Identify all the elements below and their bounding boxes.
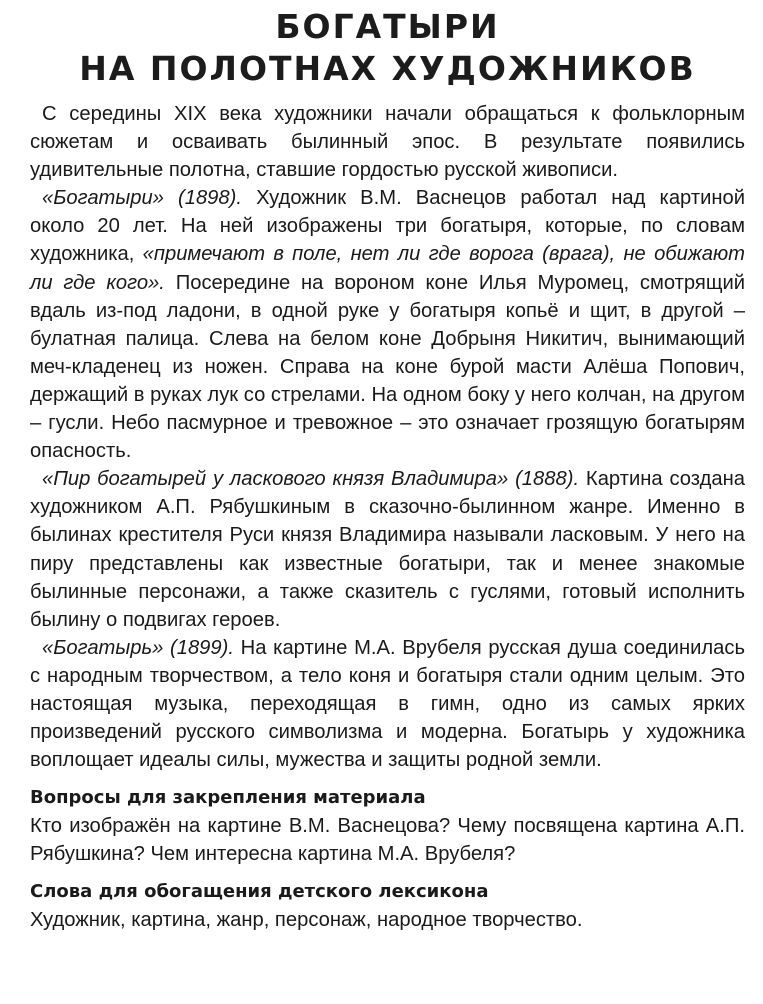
paragraph-text: На картине М.А. Врубеля русская душа соединилась с народным творчеством, а тело коня и богатыря стали одним целым. Это настоящая музыка, переходящая в гимн, одно из самых ярких произведений русского символизма и модерна. Богатырь у художника воплощает идеалы силы, мужества и защиты родной земли. <box>30 636 745 772</box>
artist-quote: «примечают в поле, нет ли где ворога (врага), не обижают ли где кого». <box>30 243 745 294</box>
questions-heading: Вопросы для закрепления материала <box>30 787 426 809</box>
paragraph-pir <box>30 465 745 634</box>
painting-title-pir: «Пир богатырей у ласкового князя Владимира» (1888). <box>42 468 580 491</box>
painting-title-bogatyr: «Богатырь» (1899). <box>42 636 234 659</box>
article-body <box>30 100 745 774</box>
paragraph-text: Посередине на вороном коне Илья Муромец, смотрящий вдаль из-под ладони, в одной руке у богатыря копьё и щит, в другой – булатная палица. Слева на белом коне Добрыня Никитич, вынимающий меч-кладенец из ножен. Справа на коне бурой масти Алёша Попович, держащий в руках лук со стрелами. На одном боку у него колчан, на другом – гусли. Небо пасмурное и тревожное – это означает грозящую богатырям опасность. <box>30 271 746 463</box>
title-line-2: НА ПОЛОТНАХ ХУДОЖНИКОВ <box>79 49 696 88</box>
paragraph-text: Картина создана художником А.П. Рябушкиным в сказочно-былинном жанре. Именно в былинах крестителя Руси князя Владимира называли ласковым. У него на пиру представлены как известные богатыри, так и менее знакомые былинные персонажи, а также сказитель с гуслями, готовый исполнить былину о подвигах героев. <box>30 468 745 631</box>
intro-paragraph: С середины XIX века художники начали обращаться к фольклорным сюжетам и осваивать былинный эпос. В результате появились удивительные полотна, ставшие гордостью русской живописи. <box>30 103 745 182</box>
questions-text: Кто изображён на картине В.М. Васнецова? Чему посвящена картина А.П. Рябушкина? Чем интересна картина М.А. Врубеля? <box>30 815 745 866</box>
paragraph-bogatyri <box>30 184 745 465</box>
paragraph-text: Художник В.М. Васнецов работал над картиной около 20 лет. На ней изображены три богатыря, которые, по словам художника, <box>30 187 746 266</box>
painting-title-bogatyri: «Богатыри» (1898). <box>42 187 242 210</box>
page-title <box>30 6 745 90</box>
paragraph-bogatyr <box>30 634 745 774</box>
title-line-1: БОГАТЫРИ <box>275 7 500 46</box>
vocabulary-heading: Слова для обогащения детского лексикона <box>30 881 489 903</box>
vocabulary-text: Художник, картина, жанр, персонаж, народное творчество. <box>30 909 583 932</box>
